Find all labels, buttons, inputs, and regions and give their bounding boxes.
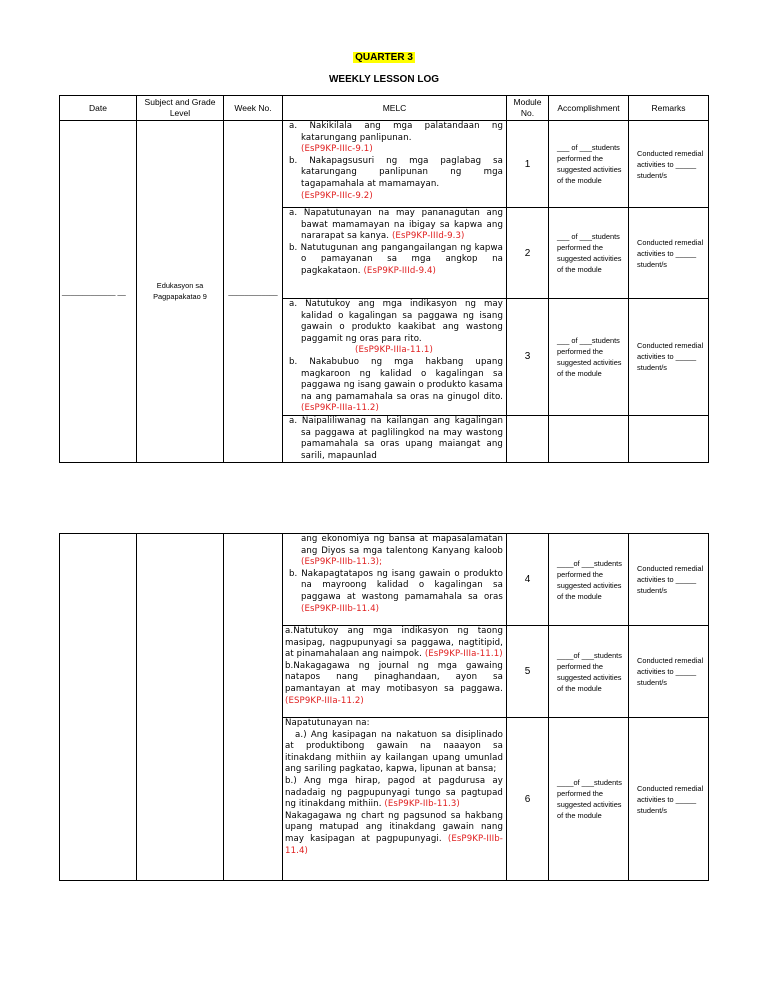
melc-cell: a. Napatutunayan na may pananagutan ang bawat mamamayan na ibigay sa kapwa ang nararapat sa kanya. (EsP9KP-IIId-9.3) b. Natutugunan ang pangangailangan ng kapwa o pamayanan sa mga angkop na pagkakataon. (EsP9KP-IIId-9.4) [283,208,507,299]
week-cell: ____________ [224,121,283,463]
module-number: 2 [507,208,549,299]
remarks-cell: Conducted remedial activities to _____ student/s [629,121,709,208]
col-header-week: Week No. [224,96,283,121]
melc-cell: Napatutunayan na: a.) Ang kasipagan na nakatuon sa disiplinado at produktibong gawain na naaayon sa itinakdang mithiin ay kailangan upang umunlad ang sariling pagkatao, kapwa, lipunan at bansa; b.) Ang mga hirap, pagod at pagdurusa ay nadadaig ng pagpupunyagi tungo sa pagtupad ng itinakdang mithiin. (EsP9KP-IIb-11.3) Nakagagawa ng chart ng pagsunod sa hakbang upang matupad ang itinakdang gawain nang may kasipagan at pagpupunyagi. (EsP9KP-IIIb-11.4) [283,718,507,881]
accomplishment-cell: ____of ___students performed the suggested activities of the module [549,626,629,718]
table-row [60,534,709,626]
module-number: 6 [507,718,549,881]
accomplishment-cell: ____of ___students performed the suggested activities of the module [549,534,629,626]
week-cell-empty [224,534,283,881]
accomplishment-cell: ___ of ___students performed the suggested activities of the module [549,299,629,416]
module-number: 4 [507,534,549,626]
module-number [507,415,549,462]
col-header-melc: MELC [283,96,507,121]
page-title: WEEKLY LESSON LOG [328,74,440,85]
melc-cell: a.Natutukoy ang mga indikasyon ng taong masipag, nagpupunyagi sa paggawa, nagtitipid, at pinamahalaan ang naimpok. (EsP9KP-IIIa-11.1) b.Nakagagawa ng journal ng mga gawaing natapos nang pinaghandaan, ayon sa pamantayan at may motibasyon sa paggawa. (ESP9KP-IIIa-11.2) [283,626,507,718]
col-header-module: Module No. [507,96,549,121]
remarks-cell: Conducted remedial activities to _____ student/s [629,534,709,626]
remarks-cell: Conducted remedial activities to _____ student/s [629,299,709,416]
date-cell: _____________ __ [60,121,137,463]
competency-code: (EsP9KP-IIIc-9.2) [301,190,373,201]
remarks-cell-empty [629,415,709,462]
melc-cell: a. Naipaliliwanag na kailangan ang kagalingan sa paggawa at paglilingkod na may wastong pamamahala sa oras upang maiangat ang sarili, mapaunlad [283,415,507,462]
module-number: 3 [507,299,549,416]
melc-cell: a. Natutukoy ang mga indikasyon ng may kalidad o kagalingan sa paggawa ng isang gawain o produkto kaakibat ang wastong paggamit ng oras para rito. (EsP9KP-IIIa-11.1) b. Nakabubuo ng mga hakbang upang magkaroon ng kalidad o kagalingan sa paggawa ng isang gawain o produkto kasama na ang pamamahala sa oras na ginugol dito. (EsP9KP-IIIa-11.2) [283,299,507,416]
col-header-accomplishment: Accomplishment [549,96,629,121]
col-header-remarks: Remarks [629,96,709,121]
subject-cell: Edukasyon sa Pagpapakatao 9 [137,121,224,463]
melc-cell: ang ekonomiya ng bansa at mapasalamatan ang Diyos sa mga talentong Kanyang kaloob (EsP9KP-IIIb-11.3); b. Nakapagtatapos ng isang gawain o produkto na mayroong kalidad o kagalingan sa paggawa at wastong pamamahala sa oras (EsP9KP-IIIb-11.4) [283,534,507,626]
remarks-cell: Conducted remedial activities to _____ student/s [629,208,709,299]
remarks-cell: Conducted remedial activities to _____ student/s [629,626,709,718]
subject-cell-empty [137,534,224,881]
accomplishment-cell: ___ of ___students performed the suggested activities of the module [549,208,629,299]
col-header-subject: Subject and Grade Level [137,96,224,121]
accomplishment-cell: ____of ___students performed the suggested activities of the module [549,718,629,881]
table-header-row [60,96,709,121]
remarks-cell: Conducted remedial activities to _____ student/s [629,718,709,881]
accomplishment-cell-empty [549,415,629,462]
melc-cell: a. Nakikilala ang mga palatandaan ng katarungang panlipunan. (EsP9KP-IIIc-9.1) b. Nakapagsusuri ng mga paglabag sa katarungang panlipunan ng mga tagapamahala at mamamayan. (EsP9KP-IIIc-9.2) [283,121,507,208]
quarter-heading: QUARTER 3 [355,52,413,63]
module-number: 5 [507,626,549,718]
table-row [60,121,709,208]
competency-code: (EsP9KP-IIIc-9.1) [301,144,373,155]
accomplishment-cell: ___ of ___students performed the suggested activities of the module [549,121,629,208]
lesson-log-table-top [59,95,709,463]
date-cell-empty [60,534,137,881]
col-header-date: Date [60,96,137,121]
lesson-log-table-bottom [59,533,709,881]
module-number: 1 [507,121,549,208]
